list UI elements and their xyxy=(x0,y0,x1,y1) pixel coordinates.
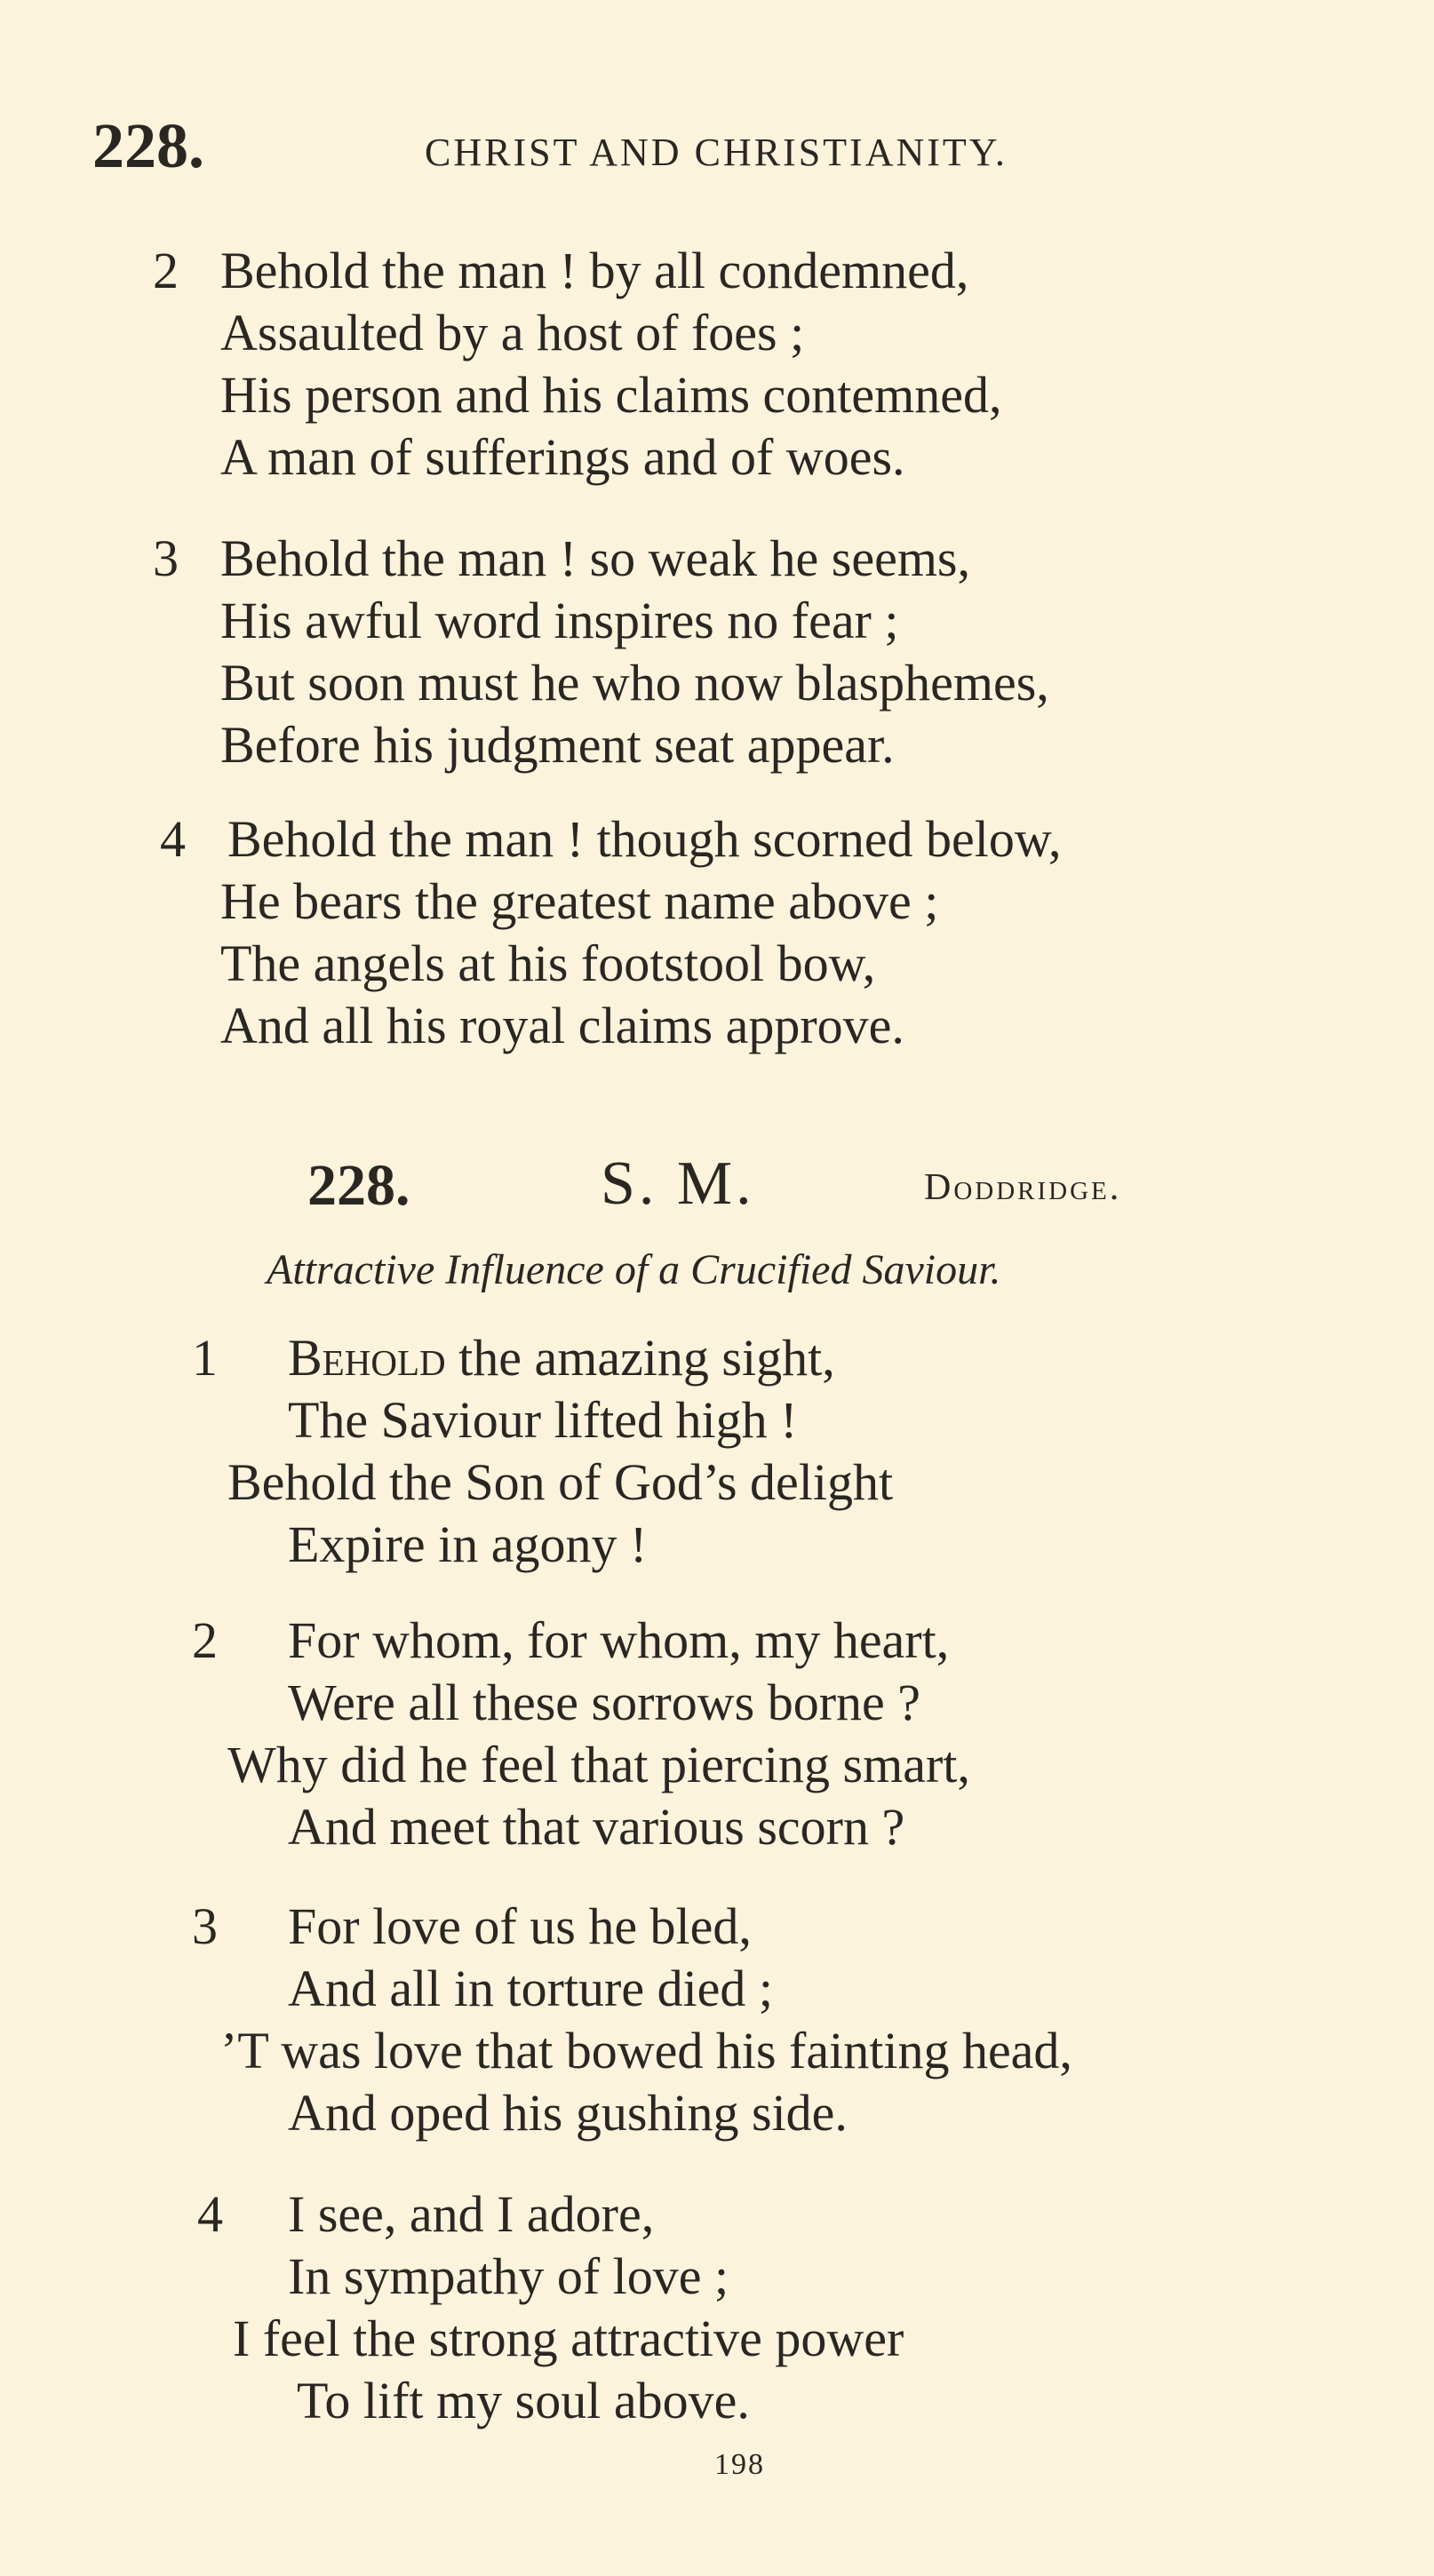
stanza-number: 3 xyxy=(192,1897,218,1955)
stanza-number: 1 xyxy=(192,1329,218,1387)
verse-line: Why did he feel that piercing smart, xyxy=(227,1736,970,1793)
first-line-rest: the amazing sight, xyxy=(445,1329,835,1387)
hymn-meter: S. M. xyxy=(601,1149,755,1218)
verse-line: The Saviour lifted high ! xyxy=(288,1391,798,1449)
verse-line: I feel the strong attractive power xyxy=(233,2310,904,2367)
first-word: Behold xyxy=(288,1329,446,1387)
verse-line: Assaulted by a host of foes ; xyxy=(220,304,805,362)
verse-line: Behold the man ! by all condemned, xyxy=(220,242,969,299)
stanza-number: 4 xyxy=(197,2185,223,2243)
page-number: 198 xyxy=(714,2448,765,2481)
stanza-number: 2 xyxy=(153,242,179,299)
verse-line: And oped his gushing side. xyxy=(288,2084,848,2142)
verse-line xyxy=(288,1329,835,1387)
verse-line: Behold the Son of God’s delight xyxy=(227,1453,894,1511)
verse-line: For whom, for whom, my heart, xyxy=(288,1611,950,1669)
verse-line: ’T was love that bowed his fainting head, xyxy=(220,2022,1072,2079)
verse-line: In sympathy of love ; xyxy=(288,2247,729,2305)
hymn-author: Doddridge. xyxy=(924,1167,1122,1208)
verse-line: And all in torture died ; xyxy=(288,1960,774,2017)
verse-line: A man of sufferings and of woes. xyxy=(220,428,905,486)
verse-line: The angels at his footstool bow, xyxy=(220,934,876,992)
stanza-number: 4 xyxy=(160,810,186,868)
stanza-number: 2 xyxy=(192,1611,218,1669)
verse-line: Behold the man ! though scorned below, xyxy=(227,810,1062,868)
verse-line: Expire in agony ! xyxy=(288,1515,648,1573)
verse-line: His person and his claims contemned, xyxy=(220,366,1002,424)
hymn-subtitle: Attractive Influence of a Crucified Saviour. xyxy=(267,1246,1001,1293)
hymn-number: 228. xyxy=(307,1153,410,1218)
running-header-title: CHRIST AND CHRISTIANITY. xyxy=(425,131,1008,174)
verse-line: I see, and I adore, xyxy=(288,2185,655,2243)
stanza-number: 3 xyxy=(153,529,179,587)
verse-line: And meet that various scorn ? xyxy=(288,1798,905,1856)
verse-line: Were all these sorrows borne ? xyxy=(288,1674,921,1731)
verse-line: But soon must he who now blasphemes, xyxy=(220,654,1049,712)
verse-line: And all his royal claims approve. xyxy=(220,997,904,1054)
verse-line: To lift my soul above. xyxy=(297,2372,750,2429)
verse-line: His awful word inspires no fear ; xyxy=(220,592,899,649)
verse-line: Before his judgment seat appear. xyxy=(220,716,895,774)
verse-line: For love of us he bled, xyxy=(288,1897,752,1955)
verse-line: Behold the man ! so weak he seems, xyxy=(220,529,971,587)
running-header-number: 228. xyxy=(92,110,204,181)
verse-line: He bears the greatest name above ; xyxy=(220,872,939,930)
